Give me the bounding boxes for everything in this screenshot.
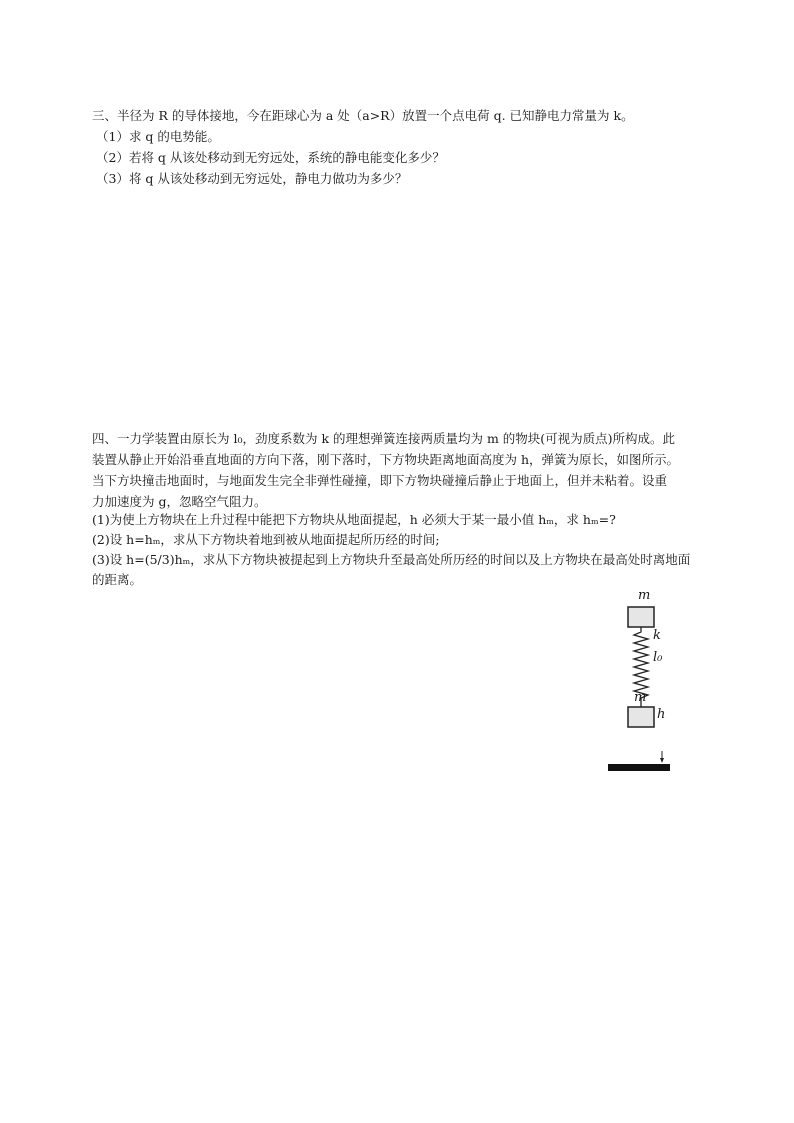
upper-block [628,607,654,627]
q3-stem: 三、半径为 R 的导体接地，今在距球心为 a 处（a>R）放置一个点电荷 q. 已知静电力常量为 k。 [92,108,634,123]
spring-block-figure [600,590,690,780]
ground [608,764,670,771]
height-arrow [660,758,664,763]
q3-part-1: （1）求 q 的电势能。 [96,129,220,144]
label-h: h [657,707,666,722]
q4-part-1: (1)为使上方物块在上升过程中能把下方物块从地面提起，h 必须大于某一最小值 hₘ，求 hₘ=? [92,512,616,527]
q4-part-2: (2)设 h=hₘ，求从下方物块着地到被从地面提起所历经的时间; [92,532,440,547]
q4-part-3: (3)设 h=(5/3)hₘ，求从下方物块被提起到上方物块升至最高处所历经的时间以及上方物块在最高处时离地面 [92,552,691,567]
q4-stem-line-2: 装置从静止开始沿垂直地面的方向下落，刚下落时，下方物块距离地面高度为 h，弹簧为原长，如图所示。 [92,452,680,467]
q4-stem-line-1: 四、一力学装置由原长为 l₀，劲度系数为 k 的理想弹簧连接两质量均为 m 的物块(可视为质点)所构成。此 [92,431,676,446]
q3-part-3: （3）将 q 从该处移动到无穷远处，静电力做功为多少？ [96,171,408,186]
label-m-top: m [638,588,651,603]
lower-block [628,707,654,727]
q4-stem-line-4: 力加速度为 g，忽略空气阻力。 [92,494,267,509]
label-m-bottom: m [634,690,647,705]
q3-part-2: （2）若将 q 从该处移动到无穷远处，系统的静电能变化多少？ [96,150,445,165]
spring-block-diagram [600,590,690,780]
q4-part-3-cont: 的距离。 [92,572,143,587]
label-l0: l₀ [653,650,663,665]
label-k: k [653,628,661,643]
q4-stem-line-3: 当下方块撞击地面时，与地面发生完全非弹性碰撞，即下方物块碰撞后静止于地面上，但并未粘着。设重 [92,473,668,488]
